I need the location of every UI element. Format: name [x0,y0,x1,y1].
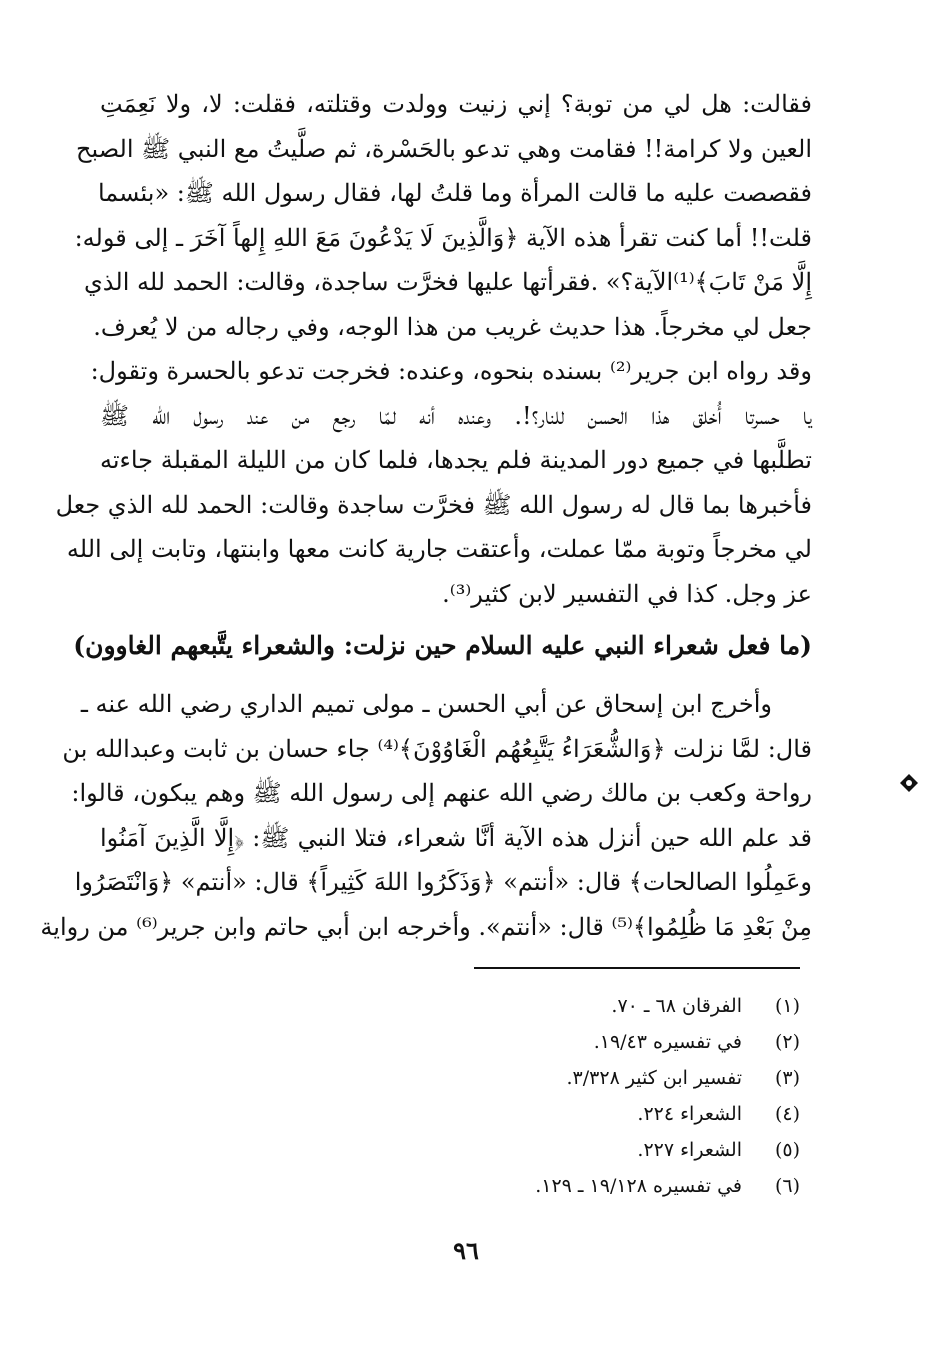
text-line: قال: لمَّا نزلت ﴿وَالشُّعَرَاءُ يَتَّبِعُهُم الْغَاوُوْنَ﴾⁽⁴⁾ جاء حسان بن ثابت وعبدالله بن [62,734,812,763]
text-line: فأخبرها بما قال له رسول الله ﷺ فخرَّت ساجدة وقالت: الحمد لله الذي جعل [55,490,812,519]
text-line: عز وجل. كذا في التفسير لابن كثير⁽³⁾. [442,579,812,608]
footnote-item [400,1060,800,1096]
footnote-number: (٣) [774,1067,800,1089]
footnote-number: (٤) [774,1103,800,1125]
text-line: إِلَّا مَنْ تَابَ﴾⁽¹⁾الآية؟» .فقرأتها عليها فخرَّت ساجدة، وقالت: الحمد لله الذي [84,268,812,296]
text-line: مِنْ بَعْدِ مَا ظُلِمُوا﴾⁽⁵⁾ قال: «أنتم». وأخرجه ابن أبي حاتم وابن جرير⁽⁶⁾ من رواية [40,912,812,941]
text-line: تطلَّبها في جميع دور المدينة فلم يجدها، فلما كان من الليلة المقبلة جاءته [100,446,812,474]
text-line: وقد رواه ابن جرير⁽²⁾ بسنده بنحوه، وعنده: فخرجت تدعو بالحسرة وتقول: [90,357,812,385]
text-line: قلت!! أما كنت تقرأ هذه الآية ﴿وَالَّذِينَ لَا يَدْعُونَ مَعَ اللهِ إِلهاً آخَرَ ـ إلى قوله: [74,223,812,252]
text-line: قد علم الله حين أنزل هذه الآية أنَّا شعراء، فتلا النبي ﷺ: ﴿إِلَّا الَّذِينَ آمَنُوا [100,823,812,852]
footnote-number: (١) [774,995,800,1017]
footnote-item [400,1024,800,1060]
body-paragraph-1 [55,82,812,616]
footnote-text: الشعراء ٢٢٧. [637,1139,742,1161]
footnote-divider [474,967,800,969]
footnote-number: (٢) [774,1031,800,1053]
footnote-number: (٦) [774,1175,800,1197]
text-line: وعَمِلُوا الصالحات﴾ قال: «أنتم» ﴿وَذَكَرُوا اللهَ كَثِيراً﴾ قال: «أنتم» ﴿وَانْتَصَرُوا [74,868,812,896]
page-number: ٩٦ [453,1236,479,1265]
text-line: يا حسرتا أُخلق هذا الحسن للنار؟!. وعنده أنه لمّا رجع من عند رسول الله ﷺ [100,401,812,430]
footnotes [400,988,800,1204]
text-line: وأخرج ابن إسحاق عن أبي الحسن ـ مولى تميم الداري رضي الله عنه ـ [80,690,772,718]
footnote-item [400,1132,800,1168]
text-line: فقصصت عليه ما قالت المرأة وما قلتُ لها، فقال رسول الله ﷺ: «بئسما [97,179,812,207]
text-line: رواحة وكعب بن مالك رضي الله عنهم إلى رسول الله ﷺ وهم يبكون، قالوا: [71,779,812,807]
footnote-item [400,1096,800,1132]
body-paragraph-2 [40,682,812,949]
footnote-number: (٥) [774,1139,800,1161]
footnote-text: الفرقان ٦٨ ـ ٧٠. [611,995,742,1017]
section-heading: (ما فعل شعراء النبي عليه السلام حين نزلت: والشعراء يتَّبعهم الغاوون) [73,631,812,660]
footnote-item [400,988,800,1024]
footnote-item [400,1168,800,1204]
footnote-text: تفسير ابن كثير ٣/٣٢٨. [566,1067,742,1089]
ornament-icon [898,772,920,794]
footnote-text: الشعراء ٢٢٤. [637,1103,742,1125]
footnote-text: في تفسيره ١٩/١٢٨ ـ ١٢٩. [535,1175,742,1197]
footnote-text: في تفسيره ١٩/٤٣. [593,1031,742,1053]
text-line: فقالت: هل لي من توبة؟ إني زنيت وولدت وقتلته، فقلت: لا، ولا نَعِمَتِ [100,90,812,118]
text-line: لي مخرجاً وتوبة ممّا عملت، وأعتقت جارية كانت معها وابنتها، وتابت إلى الله [66,535,812,563]
text-line: جعل لي مخرجاً. هذا حديث غريب من هذا الوجه، وفي رجاله من لا يُعرف. [93,312,812,341]
text-line: العين ولا كرامة!! فقامت وهي تدعو بالحَسْرة، ثم صلَّيتُ مع النبي ﷺ الصبح [75,134,812,163]
